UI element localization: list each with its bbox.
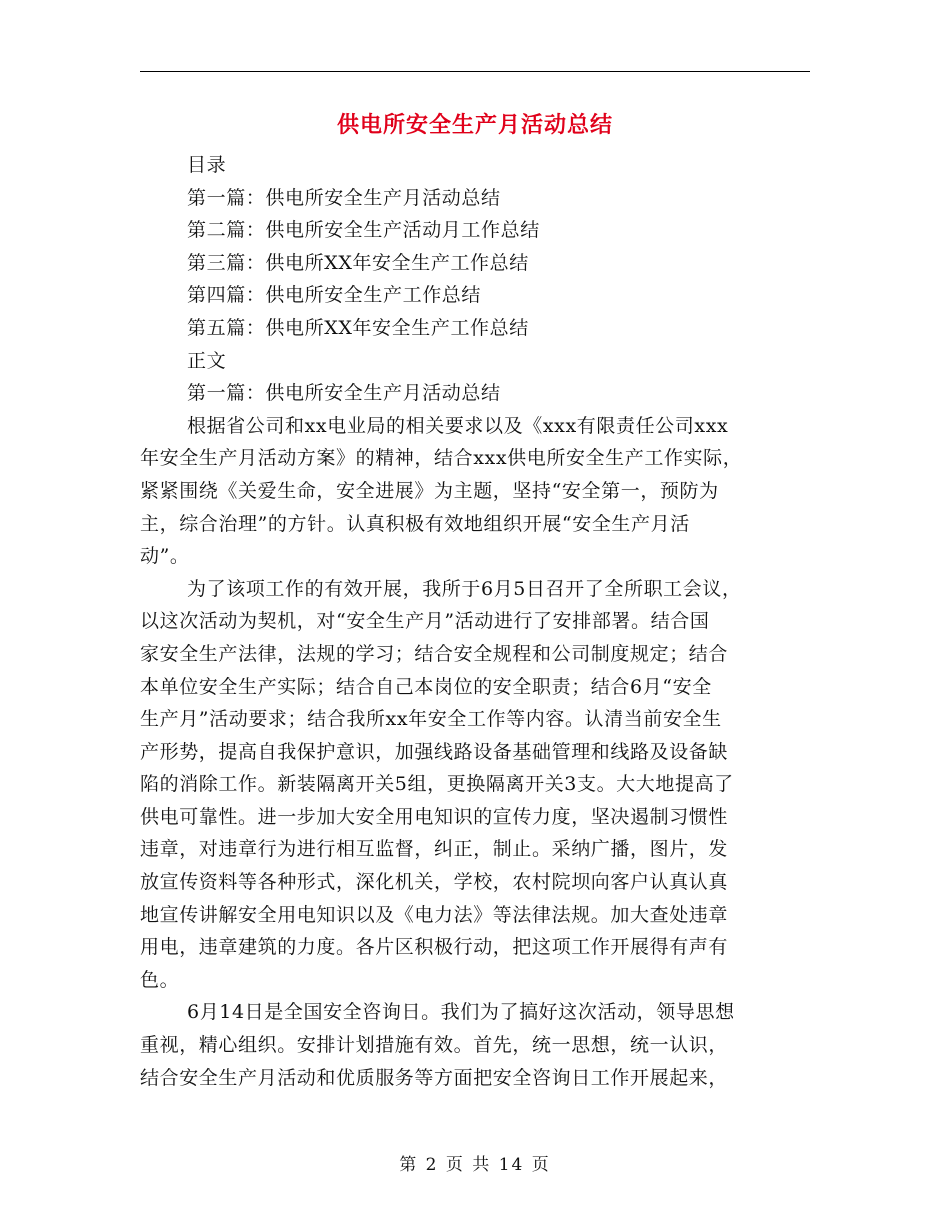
paragraph-line: 重视，精心组织。安排计划措施有效。首先，统一思想，统一认识，	[140, 1034, 729, 1057]
toc-item: 第二篇：供电所安全生产活动月工作总结	[187, 219, 540, 242]
paragraph-line: 动”。	[140, 545, 190, 568]
paragraph-line: 本单位安全生产实际；结合自己本岗位的安全职责；结合6月“安全	[140, 675, 712, 698]
paragraph-line: 6月14日是全国安全咨询日。我们为了搞好这次活动，领导思想	[187, 1001, 735, 1024]
page-number: 第 2 页 共 14 页	[399, 1155, 551, 1175]
paragraph-line: 年安全生产月活动方案》的精神，结合xxx供电所安全生产工作实际，	[140, 447, 743, 470]
toc-heading: 目录	[187, 154, 227, 176]
toc-item: 第四篇：供电所安全生产工作总结	[187, 284, 482, 307]
section-title: 第一篇：供电所安全生产月活动总结	[187, 382, 501, 405]
paragraph	[140, 996, 800, 1094]
document-title: 供电所安全生产月活动总结	[336, 113, 613, 138]
paragraph-line: 家安全生产法律，法规的学习；结合安全规程和公司制度规定；结合	[140, 642, 729, 665]
paragraph	[140, 573, 800, 997]
paragraph-line: 以这次活动为契机，对“安全生产月”活动进行了安排部署。结合国	[140, 610, 710, 633]
paragraph-line: 用电，违章建筑的力度。各片区积极行动，把这项工作开展得有声有	[140, 936, 729, 959]
paragraph-line: 产形势，提高自我保护意识，加强线路设备基础管理和线路及设备缺	[140, 740, 729, 763]
paragraph-line: 色。	[140, 968, 180, 991]
header-rule	[140, 71, 810, 72]
paragraph-line: 放宣传资料等各种形式，深化机关，学校，农村院坝向客户认真认真	[140, 871, 729, 894]
paragraph-line: 地宣传讲解安全用电知识以及《电力法》等法律法规。加大查处违章	[140, 903, 729, 926]
paragraph-line: 根据省公司和xx电业局的相关要求以及《xxx有限责任公司xxx	[187, 414, 729, 437]
paragraph-line: 陷的消除工作。新装隔离开关5组，更换隔离开关3支。大大地提高了	[140, 773, 734, 796]
paragraph-line: 违章，对违章行为进行相互监督，纠正，制止。采纳广播，图片，发	[140, 838, 729, 861]
paragraph-line: 供电可靠性。进一步加大安全用电知识的宣传力度，坚决遏制习惯性	[140, 805, 729, 828]
paragraph-line: 主，综合治理”的方针。认真积极有效地组织开展“安全生产月活	[140, 512, 690, 535]
toc-item: 第一篇：供电所安全生产月活动总结	[187, 186, 501, 209]
paragraph-line: 为了该项工作的有效开展，我所于6月5日召开了全所职工会议，	[187, 577, 742, 600]
paragraph-line: 生产月”活动要求；结合我所xx年安全工作等内容。认清当前安全生	[140, 708, 722, 731]
toc-item: 第三篇：供电所XX年安全生产工作总结	[187, 251, 529, 274]
paragraph-line: 紧紧围绕《关爱生命，安全进展》为主题，坚持“安全第一，预防为	[140, 479, 719, 502]
toc-item: 第五篇：供电所XX年安全生产工作总结	[187, 316, 529, 339]
paragraph-line: 结合安全生产月活动和优质服务等方面把安全咨询日工作开展起来，	[140, 1066, 729, 1089]
paragraph	[140, 410, 800, 573]
body-heading: 正文	[187, 349, 227, 372]
document-body	[140, 149, 800, 1094]
